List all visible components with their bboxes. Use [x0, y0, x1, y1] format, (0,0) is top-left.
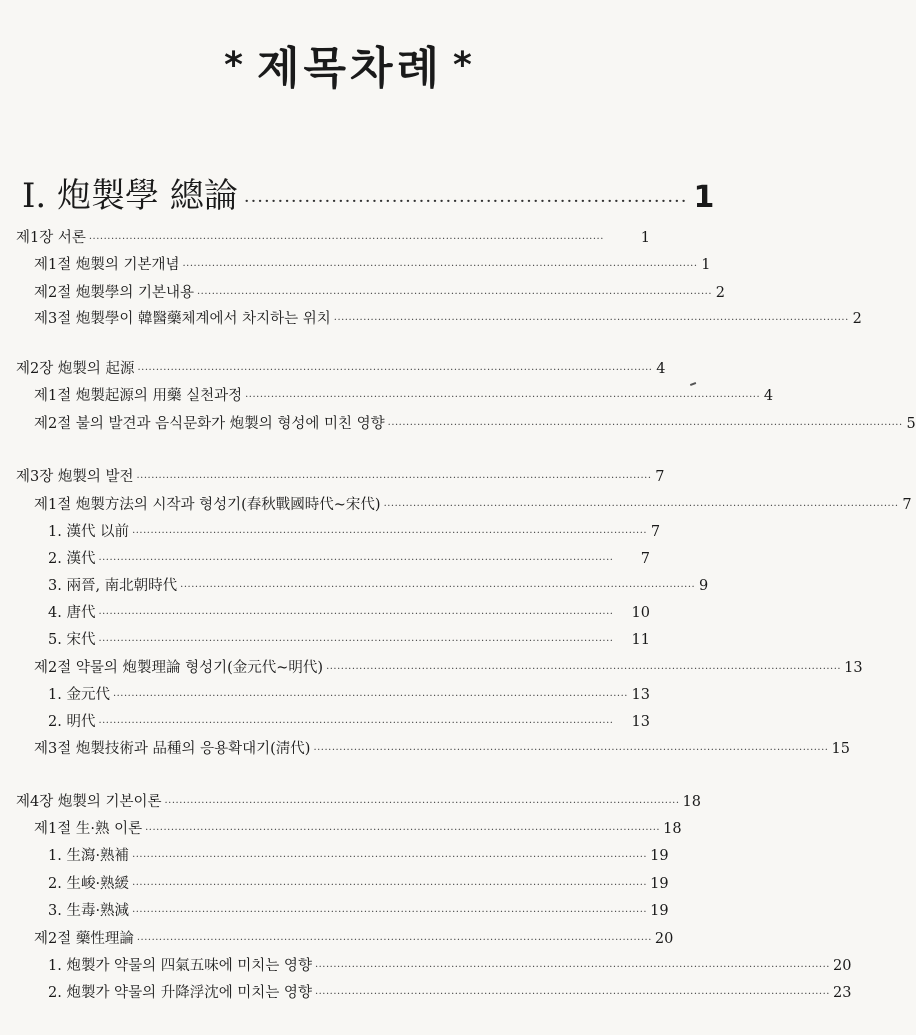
toc-entry-label: 제2절 炮製學의 기본내용 [34, 285, 194, 301]
toc-entry-label: 3. 生毒·熟減 [48, 903, 130, 919]
toc-entry-page: 7 [640, 551, 650, 567]
toc-entry-label: 제1절 炮製起源의 用藥 실천과정 [34, 388, 243, 404]
page-title [0, 32, 700, 96]
toc-entry-label: 제4장 炮製의 기본이론 [16, 794, 162, 810]
leader-dots: ············································································································································ [314, 989, 830, 1000]
leader-dots: ············································································································································ [164, 798, 680, 809]
toc-entry-page: 15 [831, 741, 850, 757]
title-text: 제목차례 [256, 43, 443, 94]
toc-entry-page: 18 [682, 794, 701, 810]
toc-entry-label: 2. 明代 [48, 714, 96, 730]
title-star-left: * [224, 45, 247, 86]
leader-dots: ············································································································································ [197, 289, 713, 300]
toc-entry[interactable] [48, 683, 650, 707]
toc-entry[interactable] [34, 307, 862, 331]
toc-entry-page: 7 [650, 524, 661, 540]
toc-entry[interactable] [48, 574, 709, 598]
toc-entry[interactable] [34, 656, 863, 680]
toc-entry-page: 4 [763, 388, 774, 404]
toc-entry-label: 3. 兩晉, 南北朝時代 [48, 578, 178, 594]
part-label: I. 炮製學 總論 [22, 176, 238, 216]
toc-entry-label: 제1장 서론 [16, 230, 86, 246]
toc-entry-label: 4. 唐代 [48, 605, 96, 621]
toc-entry-page: 13 [631, 714, 650, 730]
leader-dots: ············································································································································ [98, 609, 614, 620]
toc-entry-page: 7 [655, 469, 665, 485]
toc-entry-page: 19 [650, 903, 669, 919]
toc-entry[interactable] [48, 954, 852, 978]
toc-entry-label: 1. 金元代 [48, 687, 110, 703]
leader-dots: ············································································································································ [245, 392, 761, 403]
toc-entry-label: 제2절 藥性理論 [34, 931, 134, 947]
toc-entry[interactable] [34, 281, 726, 305]
toc-entry[interactable] [48, 872, 669, 896]
toc-entry[interactable] [16, 790, 701, 814]
toc-entry-page: 7 [902, 497, 912, 513]
toc-entry-page: 13 [631, 687, 650, 703]
toc-entry-page: 10 [631, 605, 650, 621]
toc-entry[interactable] [34, 927, 674, 951]
toc-entry-page: 4 [656, 361, 666, 377]
leader-dots: ············································································································································ [112, 691, 628, 702]
toc-entry-label: 제2절 불의 발견과 음식문화가 炮製의 형성에 미친 영향 [34, 416, 385, 432]
toc-entry-label: 제1절 生·熟 이론 [34, 821, 143, 837]
leader-dots: ············································································································································ [137, 365, 653, 376]
toc-entry-label: 제1절 炮製의 기본개념 [34, 257, 180, 273]
toc-entry-page: 2 [852, 311, 862, 327]
leader-dots: ············································································································································ [145, 825, 661, 836]
leader-dots: ············································································································································ [98, 718, 614, 729]
leader-dots: ············································································································································ [88, 234, 604, 245]
toc-entry-label: 제2장 炮製의 起源 [16, 361, 135, 377]
toc-entry[interactable] [34, 384, 774, 408]
leader-dots: ············································································································································ [326, 664, 842, 675]
toc-entry-page: 5 [906, 416, 916, 432]
toc-entry-label: 제3절 炮製學이 韓醫藥체계에서 차지하는 위치 [34, 311, 331, 327]
leader-dots: ·································································· [243, 191, 688, 212]
part-page-number: 1 [693, 180, 715, 215]
toc-entry-page: 1 [701, 257, 711, 273]
leader-dots: ············································································································································ [182, 261, 698, 272]
toc-entry-label: 2. 漢代 [48, 551, 96, 567]
toc-entry[interactable] [34, 412, 916, 436]
toc-entry[interactable] [34, 253, 711, 277]
toc-entry-label: 제3장 炮製의 발전 [16, 469, 134, 485]
toc-entry[interactable] [48, 547, 650, 571]
toc-entry-label: 제1절 炮製方法의 시작과 형성기(春秋戰國時代~宋代) [34, 497, 381, 513]
toc-entry-page: 23 [832, 985, 852, 1001]
leader-dots: ············································································································································ [383, 501, 899, 512]
leader-dots: ············································································································································ [314, 962, 830, 973]
toc-entry-page: 11 [631, 632, 650, 648]
toc-entry-label: 제3절 炮製技術과 品種의 응용확대기(淸代) [34, 741, 311, 757]
toc-entry[interactable] [34, 817, 682, 841]
leader-dots: ············································································································································ [180, 582, 696, 593]
toc-entry-label: 5. 宋代 [48, 632, 96, 648]
scan-mark [690, 382, 696, 385]
toc-entry-label: 1. 生瀉·熟補 [48, 848, 130, 864]
leader-dots: ············································································································································ [132, 907, 648, 918]
toc-entry[interactable] [16, 357, 666, 381]
toc-entry[interactable] [34, 493, 912, 517]
toc-entry[interactable] [48, 520, 661, 544]
leader-dots: ············································································································································ [313, 745, 829, 756]
leader-dots: ············································································································································ [132, 880, 648, 891]
title-star-right: * [453, 45, 476, 86]
toc-entry[interactable] [16, 465, 665, 489]
leader-dots: ············································································································································ [98, 555, 614, 566]
toc-entry[interactable] [34, 737, 850, 761]
toc-entry[interactable] [48, 844, 669, 868]
toc-entry-page: 13 [844, 660, 863, 676]
leader-dots: ············································································································································ [98, 636, 614, 647]
toc-entry[interactable] [48, 601, 650, 625]
toc-entry-label: 1. 炮製가 약물의 四氣五味에 미치는 영향 [48, 958, 312, 974]
leader-dots: ············································································································································ [387, 420, 903, 431]
toc-entry-page: 19 [650, 848, 669, 864]
leader-dots: ············································································································································ [132, 852, 648, 863]
toc-entry-page: 19 [650, 876, 669, 892]
toc-entry-label: 제2절 약물의 炮製理論 형성기(金元代~明代) [34, 660, 324, 676]
leader-dots: ············································································································································ [333, 315, 849, 326]
toc-entry[interactable] [48, 628, 650, 652]
toc-entry[interactable] [16, 226, 650, 250]
leader-dots: ············································································································································ [132, 528, 648, 539]
toc-entry[interactable] [48, 981, 852, 1005]
toc-entry-page: 9 [698, 578, 709, 594]
part-heading[interactable] [22, 168, 715, 217]
leader-dots: ············································································································································ [136, 935, 652, 946]
toc-entry[interactable] [48, 899, 669, 923]
toc-entry-page: 2 [715, 285, 726, 301]
toc-entry[interactable] [48, 710, 650, 734]
toc-entry-page: 18 [663, 821, 682, 837]
toc-entry-label: 2. 炮製가 약물의 升降浮沈에 미치는 영향 [48, 985, 312, 1001]
leader-dots: ············································································································································ [136, 473, 652, 484]
toc-entry-page: 20 [832, 958, 852, 974]
toc-entry-label: 2. 生峻·熟緩 [48, 876, 130, 892]
toc-entry-page: 1 [640, 230, 650, 246]
toc-entry-label: 1. 漢代 以前 [48, 524, 130, 540]
toc-entry-page: 20 [654, 931, 674, 947]
